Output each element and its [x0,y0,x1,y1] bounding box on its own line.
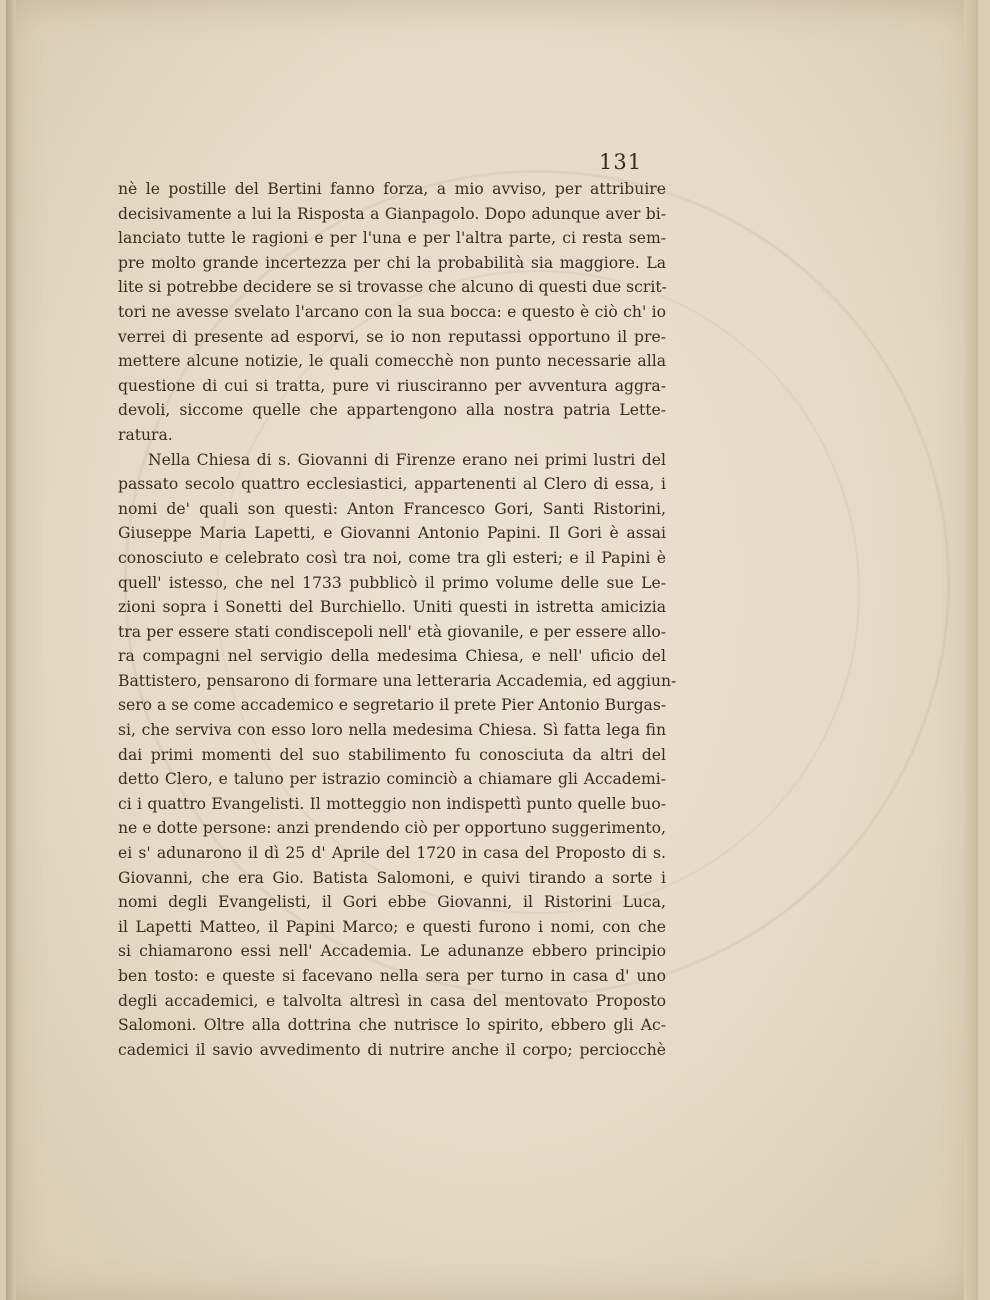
text-line: ben tosto: e queste si facevano nella sera per turno in casa d' uno [118,967,666,985]
text-line: mettere alcune notizie, le quali comecchè non punto necessarie alla [118,352,666,371]
text-line: degli accademici, e talvolta altresì in casa del mentovato Proposto [118,991,666,1010]
text-line: tori ne avesse svelato l'arcano con la sua bocca: e questo è ciò ch' io [118,302,666,321]
text-line: zioni sopra i Sonetti del Burchiello. Uniti questi in istretta amicizia [118,598,666,617]
text-line: lanciato tutte le ragioni e per l'una e per l'altra parte, ci resta sem- [118,229,666,248]
text-line: ei s' adunarono il dì 25 d' Aprile del 1720 in casa del Proposto di s. [118,844,666,863]
text-line: detto Clero, e taluno per istrazio cominciò a chiamare gli Accademi- [118,770,666,789]
text-line: pre molto grande incertezza per chi la probabilità sia maggiore. La [118,253,666,272]
text-line: conosciuto e celebrato così tra noi, come tra gli esteri; e il Papini è [118,548,666,567]
text-line: decisivamente a lui la Risposta a Gianpagolo. Dopo adunque aver bi- [118,204,666,223]
text-line: Nella Chiesa di s. Giovanni di Firenze erano nei primi lustri del [148,450,666,469]
text-line: nomi degli Evangelisti, il Gori ebbe Giovanni, il Ristorini Luca, [118,893,666,912]
body-text [118,177,677,1062]
text-line: tra per essere stati condiscepoli nell' età giovanile, e per essere allo- [118,622,666,641]
text-line: sero a se come accademico e segretario il prete Pier Antonio Burgas- [118,696,667,715]
text-line: Battistero, pensarono di formare una letteraria Accademia, ed aggiun- [118,671,677,690]
text-line: nè le postille del Bertini fanno forza, a mio avviso, per attribuire [118,180,666,198]
text-line: ratura. [118,425,173,444]
text-line: cademici il savio avvedimento di nutrire anche il corpo; perciocchè [118,1040,666,1059]
text-line: ra compagni nel servigio della medesima Chiesa, e nell' uficio del [118,647,666,666]
text-line: passato secolo quattro ecclesiastici, appartenenti al Clero di essa, i [118,475,666,494]
text-line: nomi de' quali son questi: Anton Francesco Gori, Santi Ristorini, [118,499,666,518]
text-line: il Lapetti Matteo, il Papini Marco; e questi furono i nomi, con che [118,917,666,936]
book-page [6,0,978,1300]
paragraph-1 [118,177,666,448]
text-line: devoli, siccome quelle che appartengono alla nostra patria Lette- [118,401,666,420]
text-line: Giovanni, che era Gio. Batista Salomoni, e quivi tirando a sorte i [118,868,666,887]
text-line: verrei di presente ad esporvi, se io non reputassi opportuno il pre- [118,327,666,346]
text-line: ne e dotte persone: anzi prendendo ciò per opportuno suggerimento, [118,819,666,838]
text-line: Salomoni. Oltre alla dottrina che nutrisce lo spirito, ebbero gli Ac- [118,1016,666,1035]
text-line: dai primi momenti del suo stabilimento fu conosciuta da altri del [118,745,666,764]
text-line: questione di cui si tratta, pure vi riusciranno per avventura aggra- [118,376,666,395]
text-line: si chiamarono essi nell' Accademia. Le adunanze ebbero principio [118,942,666,961]
text-line: Giuseppe Maria Lapetti, e Giovanni Antonio Papini. Il Gori è assai [118,524,666,543]
text-line: lite si potrebbe decidere se si trovasse che alcuno di questi due scrit- [118,278,667,297]
paragraph-2 [118,448,677,1063]
page-left-edge [6,0,16,1300]
page-right-edge [964,0,978,1300]
text-line: si, che serviva con esso loro nella medesima Chiesa. Sì fatta lega fin [118,721,666,740]
text-line: quell' istesso, che nel 1733 pubblicò il primo volume delle sue Le- [118,573,666,592]
page-number: 131 [599,150,643,174]
text-line: ci i quattro Evangelisti. Il motteggio non indispettì punto quelle buo- [118,794,666,813]
